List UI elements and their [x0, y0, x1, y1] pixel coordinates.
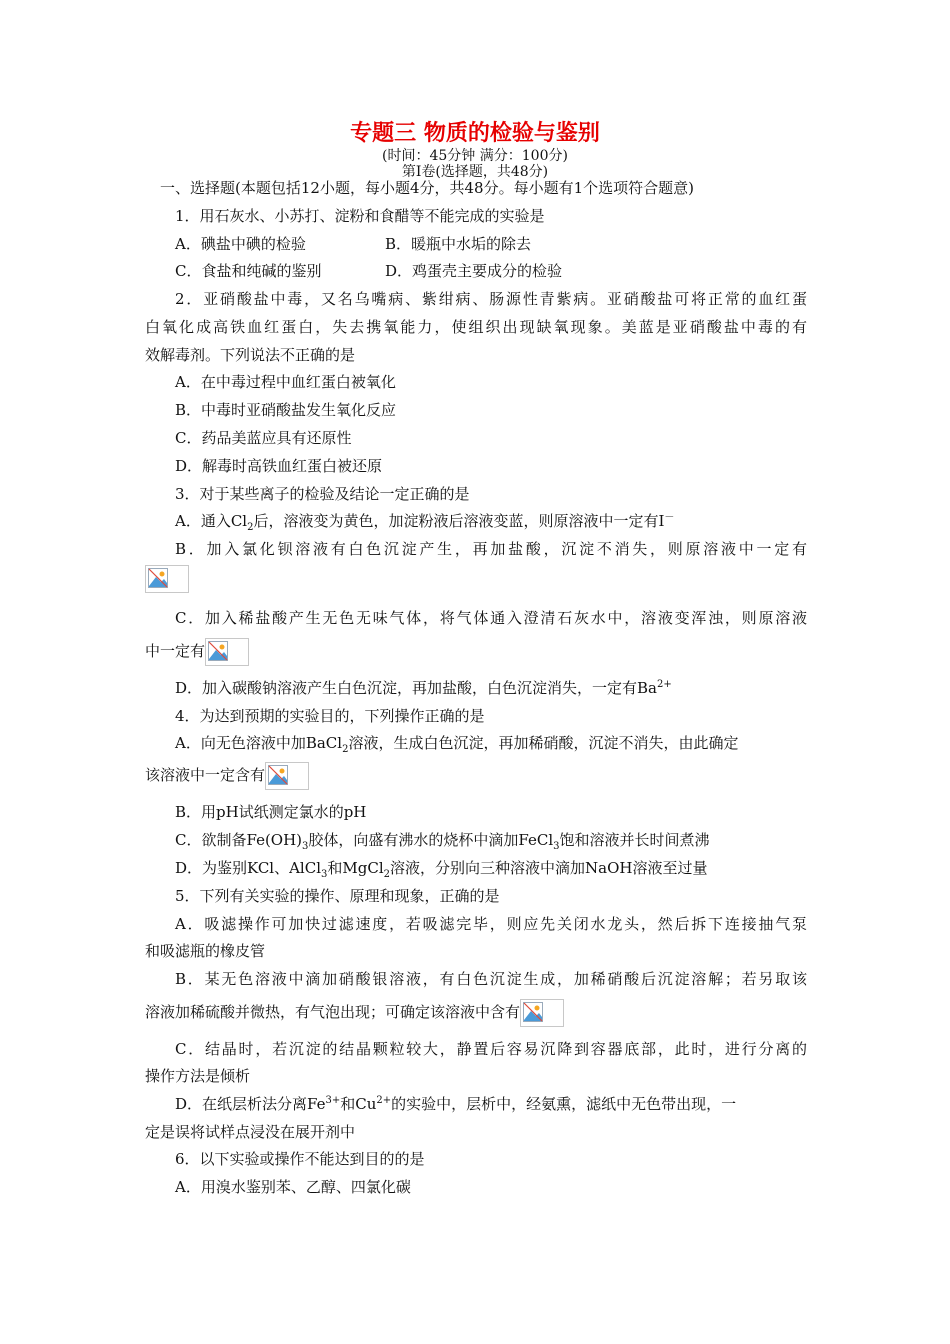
question-2-option-d: D．解毒时高铁血红蛋白被还原 — [175, 457, 383, 475]
exam-time-info: (时间：45分钟 满分：100分) — [382, 148, 568, 164]
question-6-option-a: A．用溴水鉴别苯、乙醇、四氯化碳 — [175, 1178, 411, 1196]
question-2-stem-line-2: 白氧化成高铁血红蛋白，失去携氧能力，使组织出现缺氧现象。美蓝是亚硝酸盐中毒的有 — [145, 318, 807, 336]
question-5-option-a-line-2: 和吸滤瓶的橡皮管 — [145, 942, 266, 960]
question-5-option-c-line-1: C．结晶时，若沉淀的结晶颗粒较大，静置后容易沉降到容器底部，此时，进行分离的 — [175, 1040, 807, 1058]
question-3-option-d: D．加入碳酸钠溶液产生白色沉淀，再加盐酸，白色沉淀消失，一定有$Ba^{2+}$ — [175, 679, 672, 697]
question-3-option-a: A．通入$Cl_2$后，溶液变为黄色，加淀粉液后溶液变蓝，则原溶液中一定有I－ — [175, 512, 675, 533]
question-4-option-c: C．欲制备$Fe(OH)_3$胶体，向盛有沸水的烧杯中滴加FeCl$_3$饱和溶液并长时间煮沸 — [175, 831, 710, 852]
question-1-option-d: D．鸡蛋壳主要成分的检验 — [385, 262, 563, 280]
question-5-option-d-line-1: D．在纸层析法分离$Fe^{3+}$和$Cu^{2+}$的实验中，层析中，经氨熏，滤纸中无色带出现，一 — [175, 1095, 737, 1113]
question-6-stem: 6．以下实验或操作不能达到目的的是 — [175, 1150, 425, 1168]
question-1-option-b: B．暖瓶中水垢的除去 — [385, 235, 532, 253]
question-5-option-b-line-2: 溶液加稀硫酸并微热，有气泡出现；可确定该溶液中含有 — [145, 999, 807, 1027]
question-3-option-c-line-1: C．加入稀盐酸产生无色无味气体，将气体通入澄清石灰水中，溶液变浑浊，则原溶液 — [175, 609, 807, 627]
part-heading: 第Ⅰ卷(选择题，共48分) — [401, 164, 549, 180]
broken-image-icon — [145, 565, 189, 593]
question-5-option-d-line-2: 定是误将试样点浸没在展开剂中 — [145, 1123, 356, 1141]
question-3-stem: 3．对于某些离子的检验及结论一定正确的是 — [175, 485, 470, 503]
broken-image-icon — [265, 762, 309, 790]
question-1-option-a: A．碘盐中碘的检验 — [175, 235, 306, 253]
question-4-option-b: B．用pH试纸测定氯水的pH — [175, 803, 367, 821]
question-4-option-d: D．为鉴别KCl、AlCl$_3$和MgCl$_2$溶液，分别向三种溶液中滴加NaOH溶液至过量 — [175, 859, 708, 880]
question-4-stem: 4．为达到预期的实验目的，下列操作正确的是 — [175, 707, 485, 725]
question-2-stem-line-3: 效解毒剂。下列说法不正确的是 — [145, 346, 356, 364]
question-2-option-c: C．药品美蓝应具有还原性 — [175, 429, 352, 447]
question-3-option-b: B．加入氯化钡溶液有白色沉淀产生，再加盐酸，沉淀不消失，则原溶液中一定有 — [175, 540, 807, 558]
broken-image-icon — [205, 638, 249, 666]
question-4-option-a-line-2: 该溶液中一定含有 — [145, 762, 807, 790]
question-5-stem: 5．下列有关实验的操作、原理和现象，正确的是 — [175, 887, 500, 905]
question-5-option-c-line-2: 操作方法是倾析 — [145, 1067, 251, 1085]
question-5-option-b-line-1: B．某无色溶液中滴加硝酸银溶液，有白色沉淀生成，加稀硝酸后沉淀溶解；若另取该 — [175, 970, 807, 988]
page-title: 专题三 物质的检验与鉴别 — [350, 121, 600, 146]
question-4-option-a-line-1: A．向无色溶液中加BaCl$_2$溶液，生成白色沉淀，再加稀硝酸，沉淀不消失，由此确定 — [175, 734, 739, 755]
question-1-option-c: C．食盐和纯碱的鉴别 — [175, 262, 322, 280]
question-3-option-c-line-2: 中一定有 — [145, 638, 807, 666]
question-3-option-b-formula — [145, 565, 807, 593]
question-2-option-a: A．在中毒过程中血红蛋白被氧化 — [175, 373, 396, 391]
question-1-stem: 1．用石灰水、小苏打、淀粉和食醋等不能完成的实验是 — [175, 207, 545, 225]
broken-image-icon — [520, 999, 564, 1027]
question-5-option-a-line-1: A．吸滤操作可加快过滤速度，若吸滤完毕，则应先关闭水龙头，然后拆下连接抽气泵 — [175, 915, 807, 933]
question-2-stem-line-1: 2．亚硝酸盐中毒，又名乌嘴病、紫绀病、肠源性青紫病。亚硝酸盐可将正常的血红蛋 — [175, 290, 807, 308]
question-2-option-b: B．中毒时亚硝酸盐发生氧化反应 — [175, 401, 397, 419]
section-instructions: 一、选择题(本题包括12小题，每小题4分，共48分。每小题有1个选项符合题意) — [160, 179, 694, 197]
